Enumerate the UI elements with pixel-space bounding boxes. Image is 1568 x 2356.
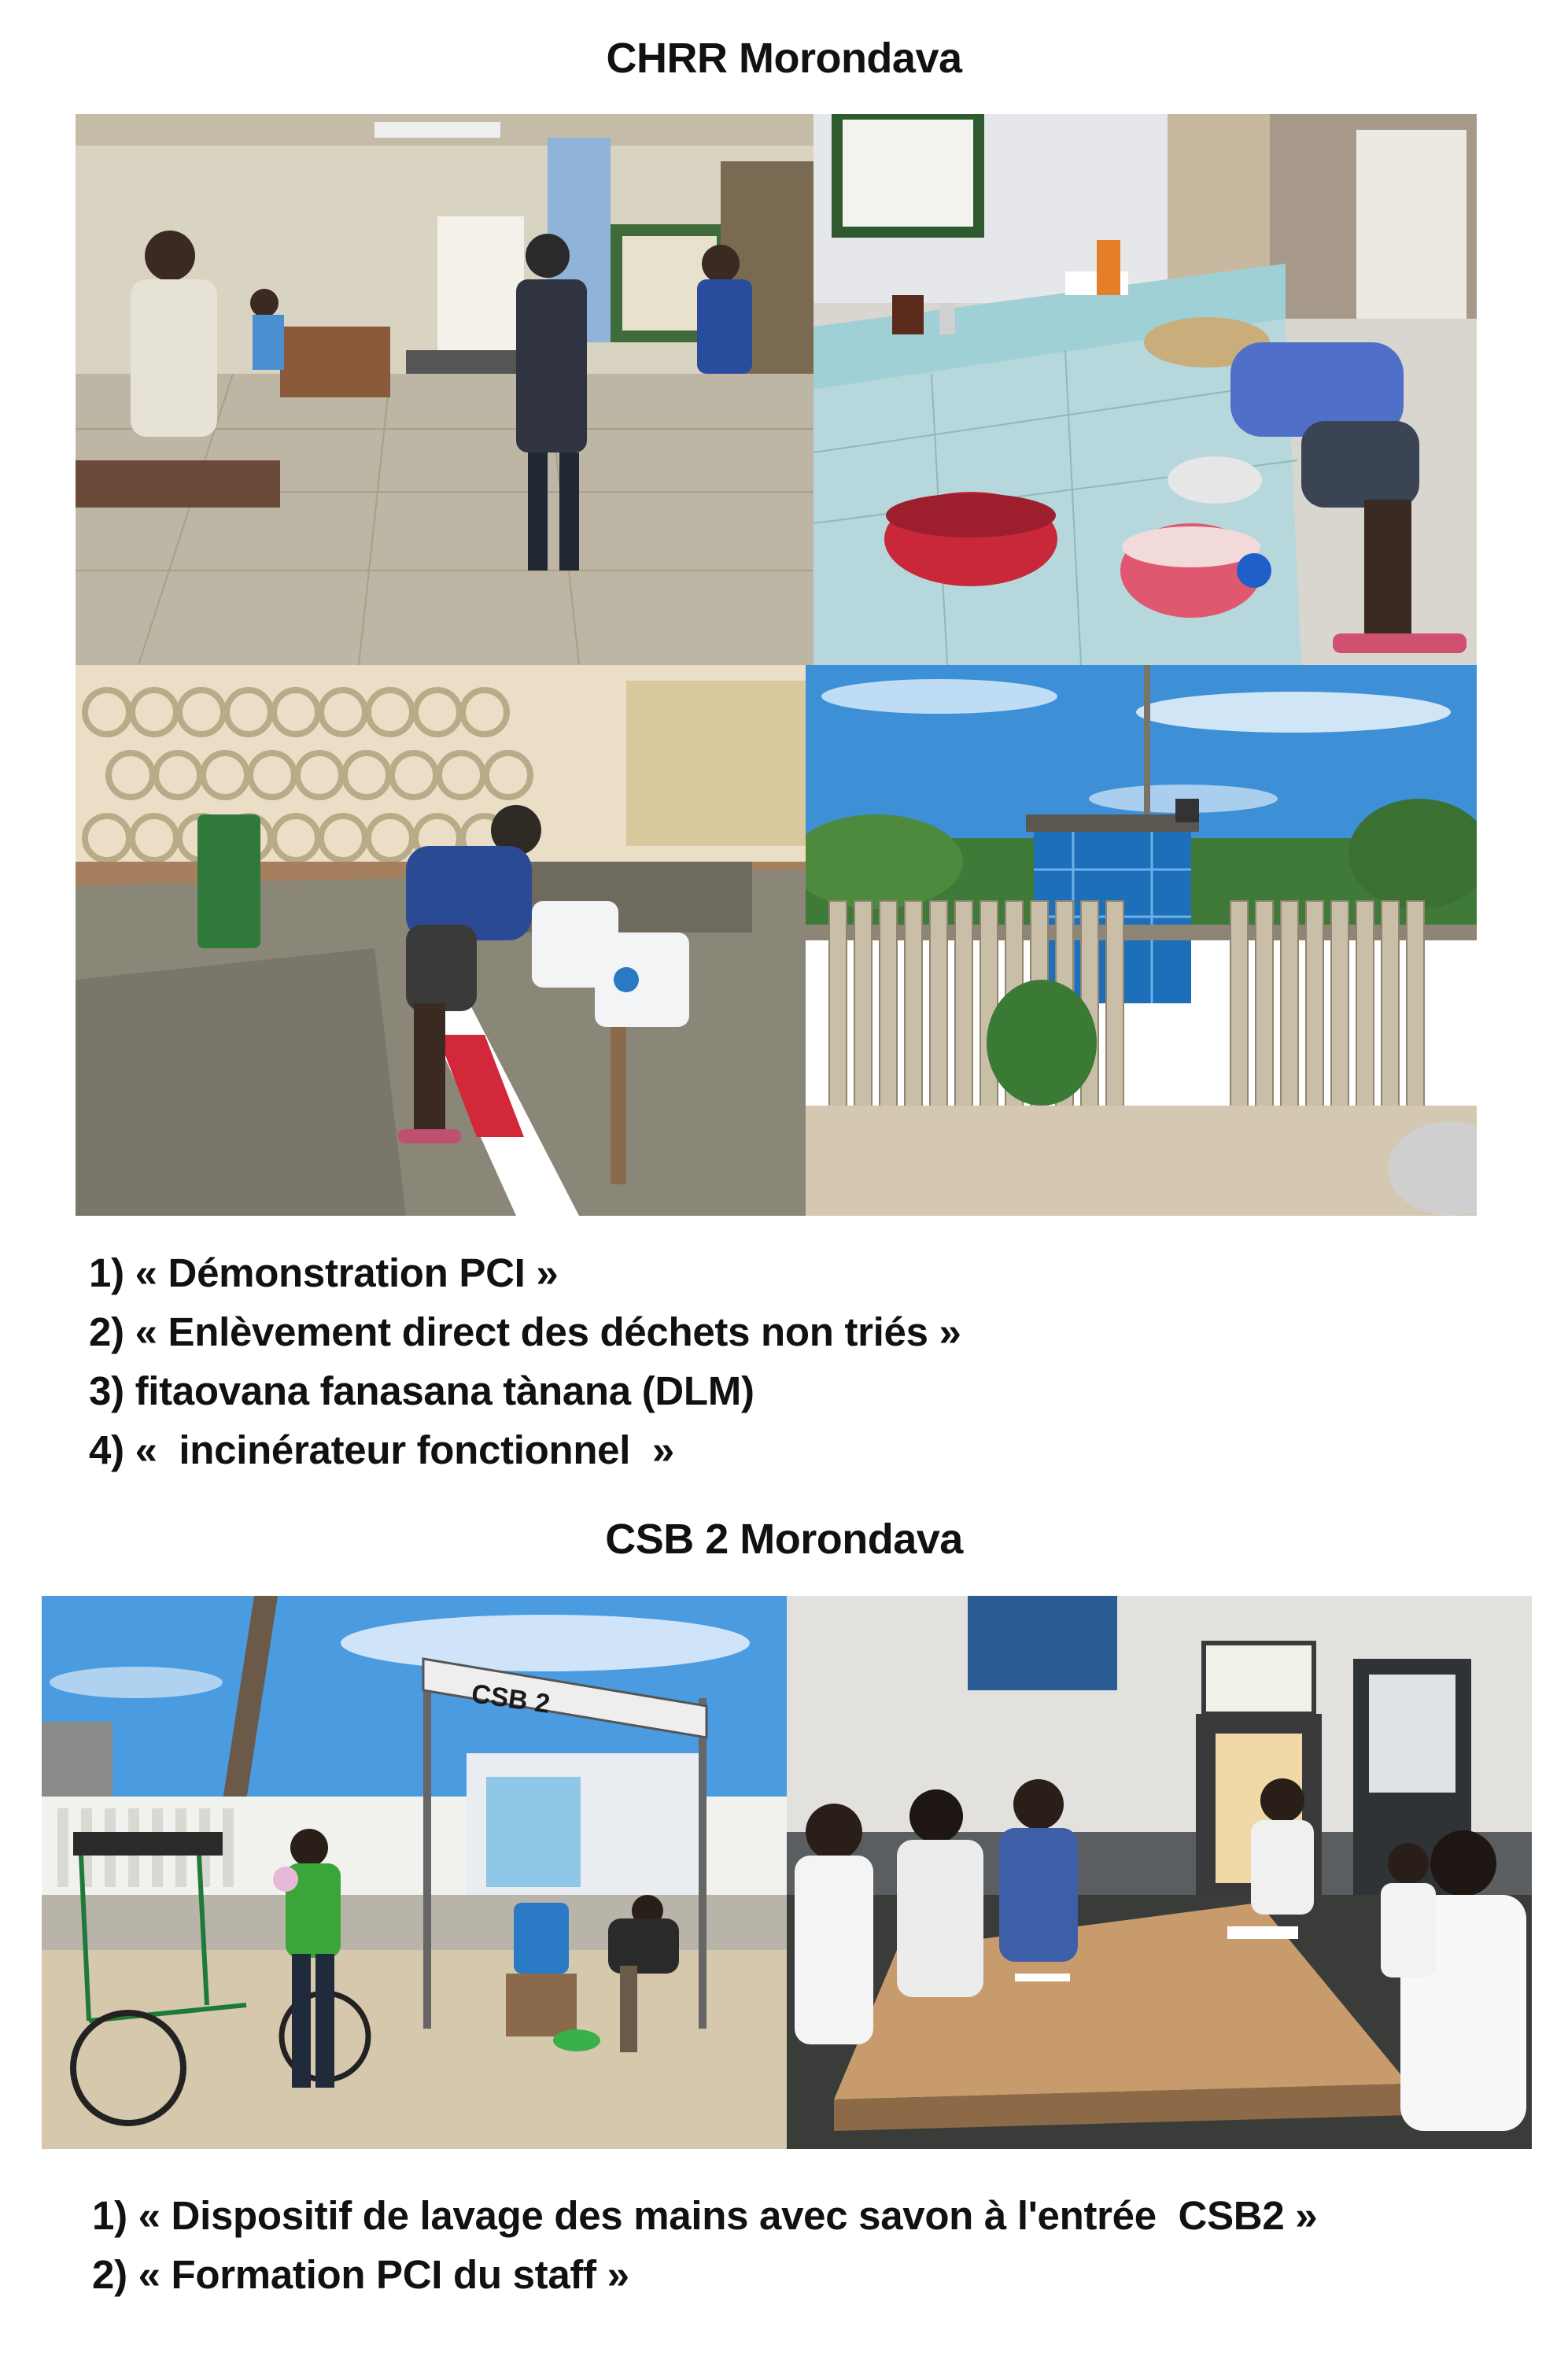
photo-consultation-room — [76, 114, 814, 665]
caption-item: 1) « Dispositif de lavage des mains avec savon à l'entrée CSB2 » — [92, 2193, 1318, 2238]
photo-staff-training — [787, 1596, 1532, 2149]
photo-csb2-entrance — [42, 1596, 787, 2149]
photo-waste-sorting — [814, 114, 1477, 665]
caption-item: 2) « Enlèvement direct des déchets non triés » — [89, 1309, 961, 1354]
caption-item: 1) « Démonstration PCI » — [89, 1250, 559, 1295]
caption-item: 2) « Formation PCI du staff » — [92, 2252, 629, 2297]
section-title-csb2: CSB 2 Morondava — [605, 1516, 963, 1563]
caption-item: 4) « incinérateur fonctionnel » — [89, 1427, 674, 1472]
caption-list-csb2 — [92, 2186, 1317, 2304]
photo-incinerator — [806, 665, 1477, 1216]
caption-item: 3) fitaovana fanasana tànana (DLM) — [89, 1368, 754, 1413]
gate-sign-text: CSB 2 — [469, 1678, 552, 1719]
photo-hand-washing-station — [76, 665, 806, 1216]
caption-list-chrr — [89, 1243, 961, 1479]
section-title-chrr: CHRR Morondava — [606, 35, 962, 82]
